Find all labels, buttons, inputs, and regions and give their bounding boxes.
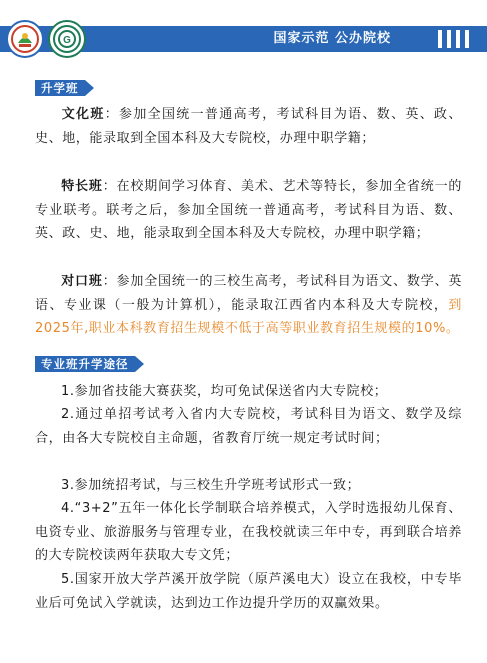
pathway-item-5: [35, 568, 462, 615]
specialty-class-text: ：在校期间学习体育、美术、艺术等特长，参加全省统一的专业联考。联考之后，参加全国统一普通高考，考试科目为语、数、英、政、史、地，能录取到全国本科及大专院校，办理中职学籍；: [35, 179, 462, 241]
pathway-item-4-text: 4.“3+2”五年一体化长学制联合培养模式，入学时选报幼儿保育、电资专业、旅游服务与管理专业，在我校就读三年中专，再到联合培养的大专院校读两年获取大专文凭；: [35, 501, 462, 563]
header-stripes: [438, 30, 469, 48]
pathway-item-1: [35, 380, 462, 404]
pathway-item-1-text: 1.参加省技能大赛获奖，均可免试保送省内大专院校；: [61, 384, 388, 399]
counterpart-class-paragraph: [35, 270, 462, 341]
header-logos: [6, 18, 131, 60]
pathway-item-4: [35, 497, 462, 568]
pathway-item-3: [35, 474, 462, 498]
pathway-item-2: [35, 403, 462, 450]
specialty-class-term: 特长班: [61, 179, 103, 194]
pathway-item-2-text: 2.通过单招考试考入省内大专院校，考试科目为语文、数学及综合，由各大专院校自主命题，省教育厅统一规定考试时间；: [35, 407, 462, 446]
college-badge-icon: [48, 20, 86, 58]
pathway-item-3-text: 3.参加统招考试，与三校生升学班考试形式一致；: [61, 478, 361, 493]
counterpart-class-term: 对口班: [61, 274, 103, 289]
header-title: 国家示范 公办院校: [273, 31, 391, 46]
counterpart-class-text: ：参加全国统一的三校生高考，考试科目为语文、数学、英语、专业课（一般为计算机），能录取江西省内本科及大专院校，: [35, 274, 462, 313]
school-badge-icon: [6, 20, 44, 58]
section-label-pathways: 专业班升学途径: [35, 356, 135, 372]
pathway-item-5-text: 5.国家开放大学芦溪开放学院（原芦溪电大）设立在我校，中专毕业后可免试入学就读，达到边工作边提升学历的双赢效果。: [35, 572, 462, 611]
svg-text:G: G: [63, 35, 71, 46]
section-label-upgrade-class: 升学班: [35, 80, 85, 96]
culture-class-term: 文化班: [61, 107, 105, 122]
culture-class-text: ：参加全国统一普通高考，考试科目为语、数、英、政、史、地，能录取到全国本科及大专院校，办理中职学籍；: [35, 107, 462, 146]
specialty-class-paragraph: [35, 175, 462, 246]
vocational-goal-highlight: 到2025年,职业本科教育招生规模不低于高等职业教育招生规模的10%。: [35, 297, 462, 336]
culture-class-paragraph: [35, 103, 462, 150]
